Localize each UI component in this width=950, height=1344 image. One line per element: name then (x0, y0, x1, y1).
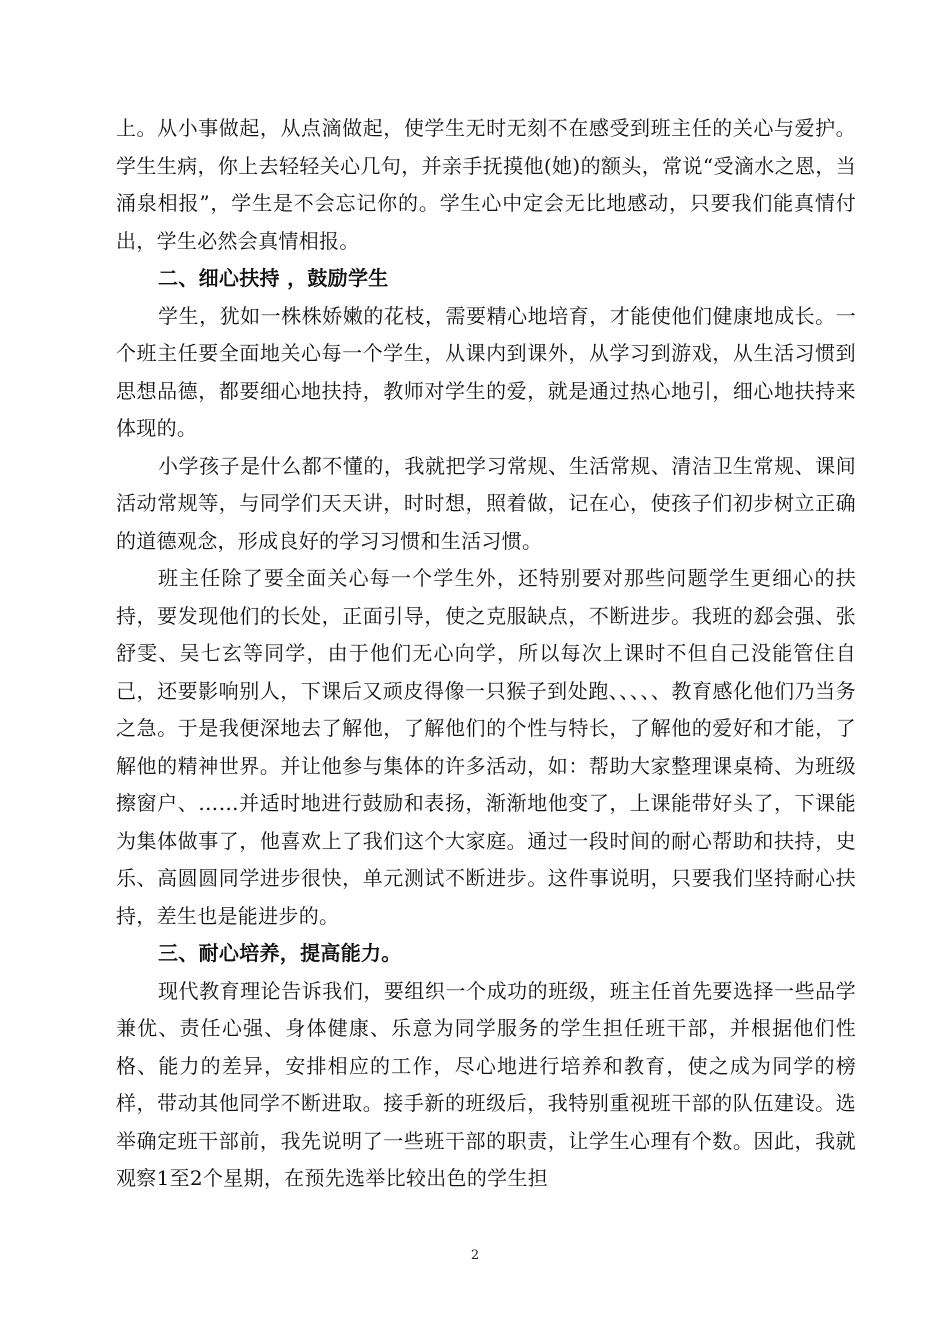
paragraph-2: 学生，犹如一株株娇嫩的花枝，需要精心地培育，才能使他们健康地成长。一个班主任要全面地关心每一个学生，从课内到课外，从学习到游戏，从生活习惯到思想品德，都要细心地扶持，教师对学生的爱，就是通过热心地引，细心地扶持来体现的。 (116, 303, 856, 440)
section-heading-3: 三、耐心培养，提高能力。 (158, 941, 402, 965)
paragraph-3: 小学孩子是什么都不懂的，我就把学习常规、生活常规、清洁卫生常规、课间活动常规等，与同学们天天讲，时时想，照着做，记在心，使孩子们初步树立正确的道德观念，形成良好的学习习惯和生活习惯。 (116, 453, 856, 553)
section-heading-2: 二、细心扶持 ，鼓励学生 (158, 266, 389, 290)
paragraph-5: 现代教育理论告诉我们，要组织一个成功的班级，班主任首先要选择一些品学兼优、责任心强、身体健康、乐意为同学服务的学生担任班干部，并根据他们性格、能力的差异，安排相应的工作，尽心地进行培养和教育，使之成为同学的榜样，带动其他同学不断进取。接手新的班级后，我特别重视班干部的队伍建设。选举确定班干部前，我先说明了一些班干部的职责，让学生心理有个数。因此，我就观察1至2个星期，在预先选举比较出色的学生担 (116, 978, 856, 1190)
page-number: 2 (470, 1248, 480, 1263)
paragraph-1: 上。从小事做起，从点滴做起，使学生无时无刻不在感受到班主任的关心与爱护。学生生病，你上去轻轻关心几句，并亲手抚摸他(她)的额头，常说“受滴水之恩，当涌泉相报”，学生是不会忘记你的。学生心中定会无比地感动，只要我们能真情付出，学生必然会真情相报。 (116, 116, 856, 253)
paragraph-4: 班主任除了要全面关心每一个学生外，还特别要对那些问题学生更细心的扶持，要发现他们的长处，正面引导，使之克服缺点，不断进步。我班的郄会强、张舒雯、吴七玄等同学，由于他们无心向学，所以每次上课时不但自己没能管住自己，还要影响别人，下课后又顽皮得像一只猴子到处跑、、、、、教育感化他们乃当务之急。于是我便深地去了解他，了解他们的个性与特长，了解他的爱好和才能，了解他的精神世界。并让他参与集体的许多活动，如：帮助大家整理课桌椅、为班级擦窗户、……并适时地进行鼓励和表扬，渐渐地他变了，上课能带好头了，下课能为集体做事了，他喜欢上了我们这个大家庭。通过一段时间的耐心帮助和扶持，史乐、高圆圆同学进步很快，单元测试不断进步。这件事说明，只要我们坚持耐心扶持，差生也是能进步的。 (116, 566, 856, 928)
page-content (116, 110, 856, 1198)
